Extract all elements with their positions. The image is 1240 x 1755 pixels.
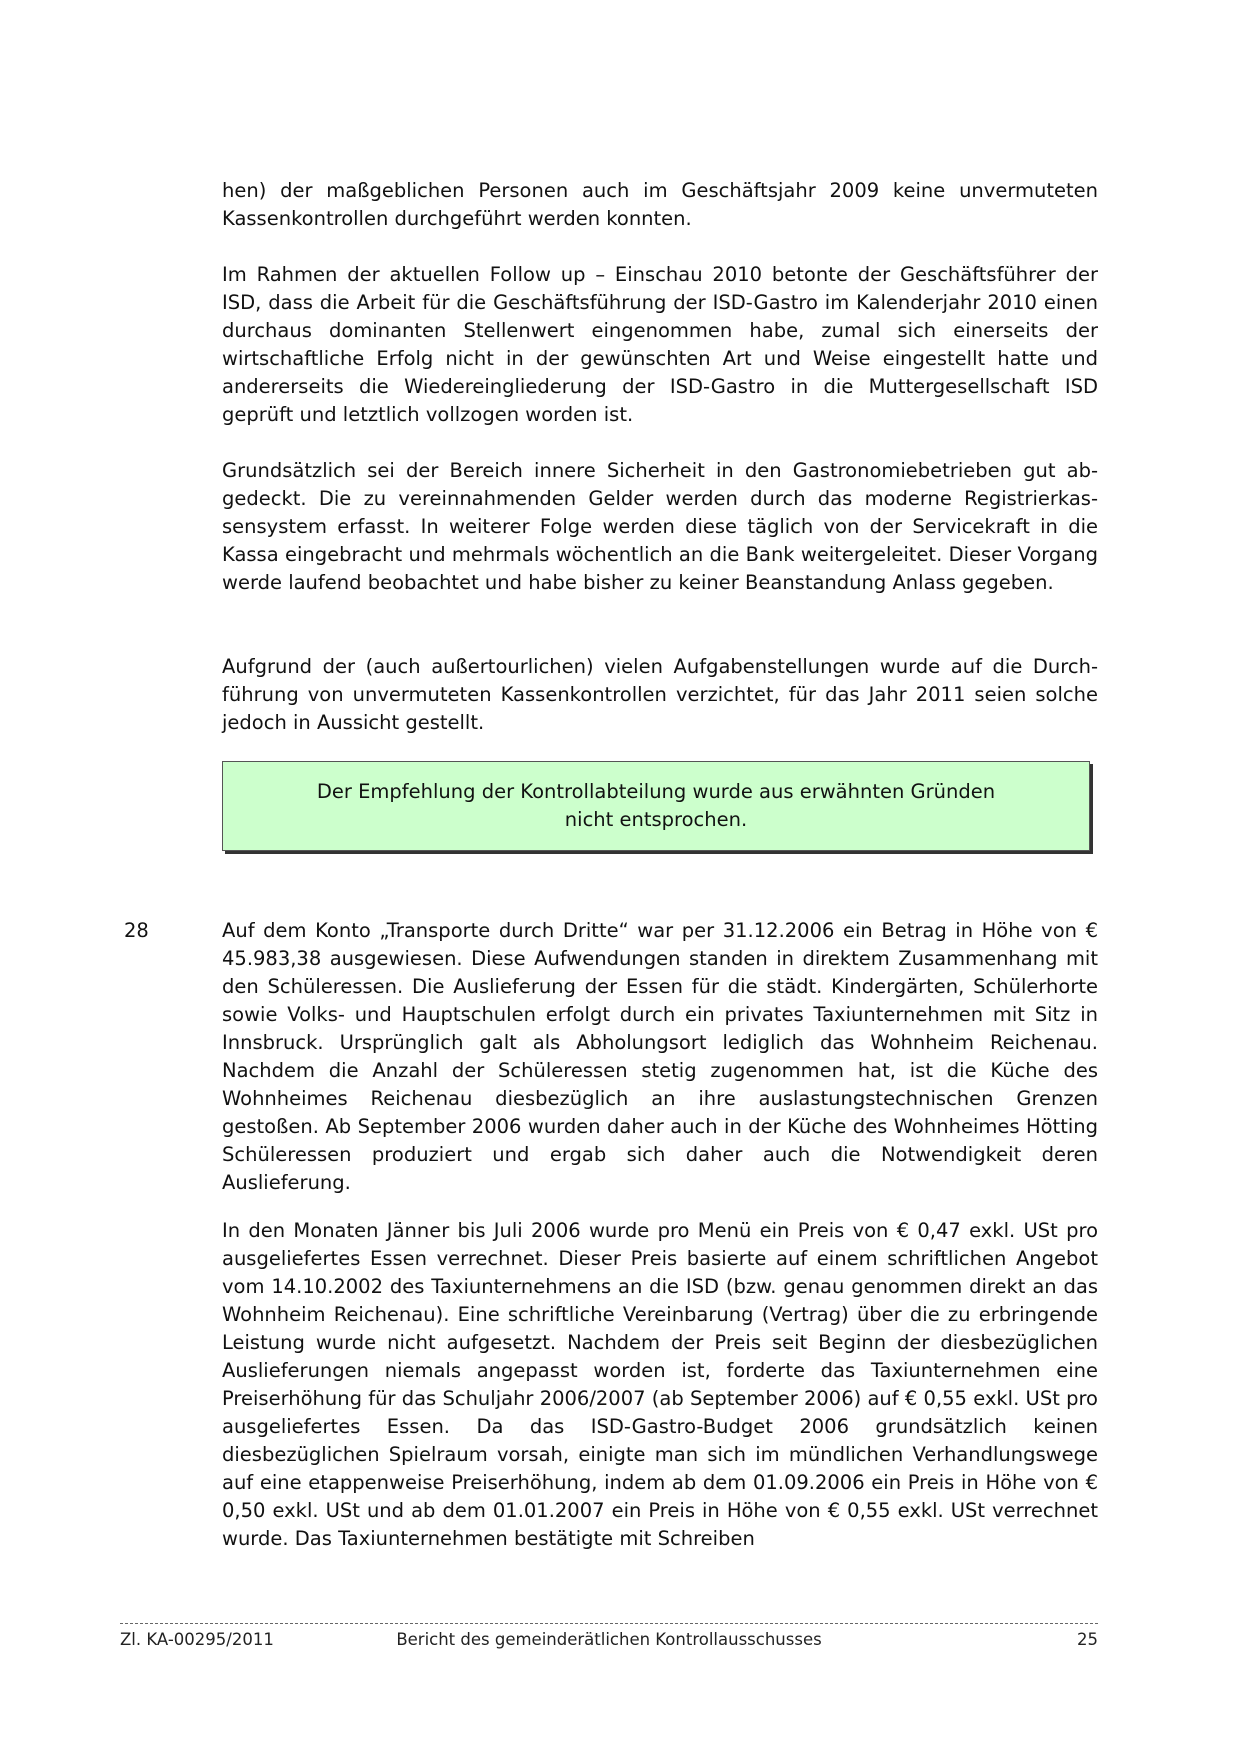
footer-reference-number: Zl. KA-00295/2011 xyxy=(120,1630,274,1649)
recommendation-status-text: Der Empfehlung der Kontrollabteilung wurde aus erwähnten Gründen nicht entsprochen. xyxy=(316,780,996,831)
paragraph-security: Grundsätzlich sei der Bereich innere Sicherheit in den Gastronomiebetrieben gut abgedeckt. Die zu vereinnahmenden Gelder werden durch das moderne Registrierkassensystem erfasst. In weiterer Folge werden diese täglich von der Servicekraft in die Kassa eingebracht und mehrmals wöchentlich an die Bank weitergeleitet. Dieser Vorgang werde laufend beobachtet und habe bisher zu keiner Beanstandung Anlass gegeben. xyxy=(222,459,1098,594)
footer-divider xyxy=(120,1623,1098,1624)
paragraph-continued: hen) der maßgeblichen Personen auch im Geschäftsjahr 2009 keine unvermuteten Kassenkontrollen durchgeführt werden konnten. xyxy=(222,179,1098,230)
paragraph-cash-audits: Aufgrund der (auch außertourlichen) vielen Aufgabenstellungen wurde auf die Durchführung von unvermuteten Kassenkontrollen verzichtet, für das Jahr 2011 seien solche jedoch in Aussicht gestellt. xyxy=(222,655,1098,734)
paragraph-transport-account: Auf dem Konto „Transporte durch Dritte“ war per 31.12.2006 ein Betrag in Höhe von € 45.983,38 ausgewiesen. Diese Aufwendungen standen in direktem Zusammenhang mit den Schüleressen. Die Auslieferung der Essen für die städt. Kindergärten, Schülerhorte sowie Volks- und Hauptschulen erfolgt durch ein privates Taxiunternehmen mit Sitz in Innsbruck. Ursprünglich galt als Abholungsort lediglich das Wohnheim Reichenau. Nachdem die Anzahl der Schüleressen stetig zugenommen hat, ist die Küche des Wohnheimes Reichenau diesbezüglich an ihre auslastungstechnischen Grenzen gestoßen. Ab September 2006 wurden daher auch in der Küche des Wohnheimes Hötting Schüleressen produziert und ergab sich daher auch die Notwendigkeit deren Auslieferung. xyxy=(222,919,1098,1194)
recommendation-status-box xyxy=(222,761,1090,851)
paragraph-follow-up: Im Rahmen der aktuellen Follow up – Einschau 2010 betonte der Geschäftsführer der ISD, dass die Arbeit für die Geschäftsführung der ISD-Gastro im Kalenderjahr 2010 einen durchaus dominanten Stellenwert eingenommen habe, zumal sich einerseits der wirtschaftliche Erfolg nicht in der gewünschten Art und Weise eingestellt hatte und andererseits die Wiedereingliederung der ISD-Gastro in die Muttergesellschaft ISD geprüft und letztlich vollzogen worden ist. xyxy=(222,263,1098,426)
footer-report-title: Bericht des gemeinderätlichen Kontrollausschusses xyxy=(396,1630,822,1649)
paragraph-pricing: In den Monaten Jänner bis Juli 2006 wurde pro Menü ein Preis von € 0,47 exkl. USt pro ausgeliefertes Essen verrechnet. Dieser Preis basierte auf einem schriftlichen Angebot vom 14.10.2002 des Taxiunternehmens an die ISD (bzw. genau genommen direkt an das Wohnheim Reichenau). Eine schriftliche Vereinbarung (Vertrag) über die zu erbringende Leistung wurde nicht aufgesetzt. Nachdem der Preis seit Beginn der diesbezüglichen Auslieferungen niemals angepasst worden ist, forderte das Taxiunternehmen eine Preiserhöhung für das Schuljahr 2006/2007 (ab September 2006) auf € 0,55 exkl. USt pro ausgeliefertes Essen. Da das ISD-Gastro-Budget 2006 grundsätzlich keinen diesbezüglichen Spielraum vorsah, einigte man sich im mündlichen Verhandlungswege auf eine etappenweise Preiserhöhung, indem ab dem 01.09.2006 ein Preis in Höhe von € 0,50 exkl. USt und ab dem 01.01.2007 ein Preis in Höhe von € 0,55 exkl. USt verrechnet wurde. Das Taxiunternehmen bestätigte mit Schreiben xyxy=(222,1219,1098,1550)
section-number: 28 xyxy=(124,919,149,942)
footer-page-number: 25 xyxy=(1077,1630,1098,1649)
